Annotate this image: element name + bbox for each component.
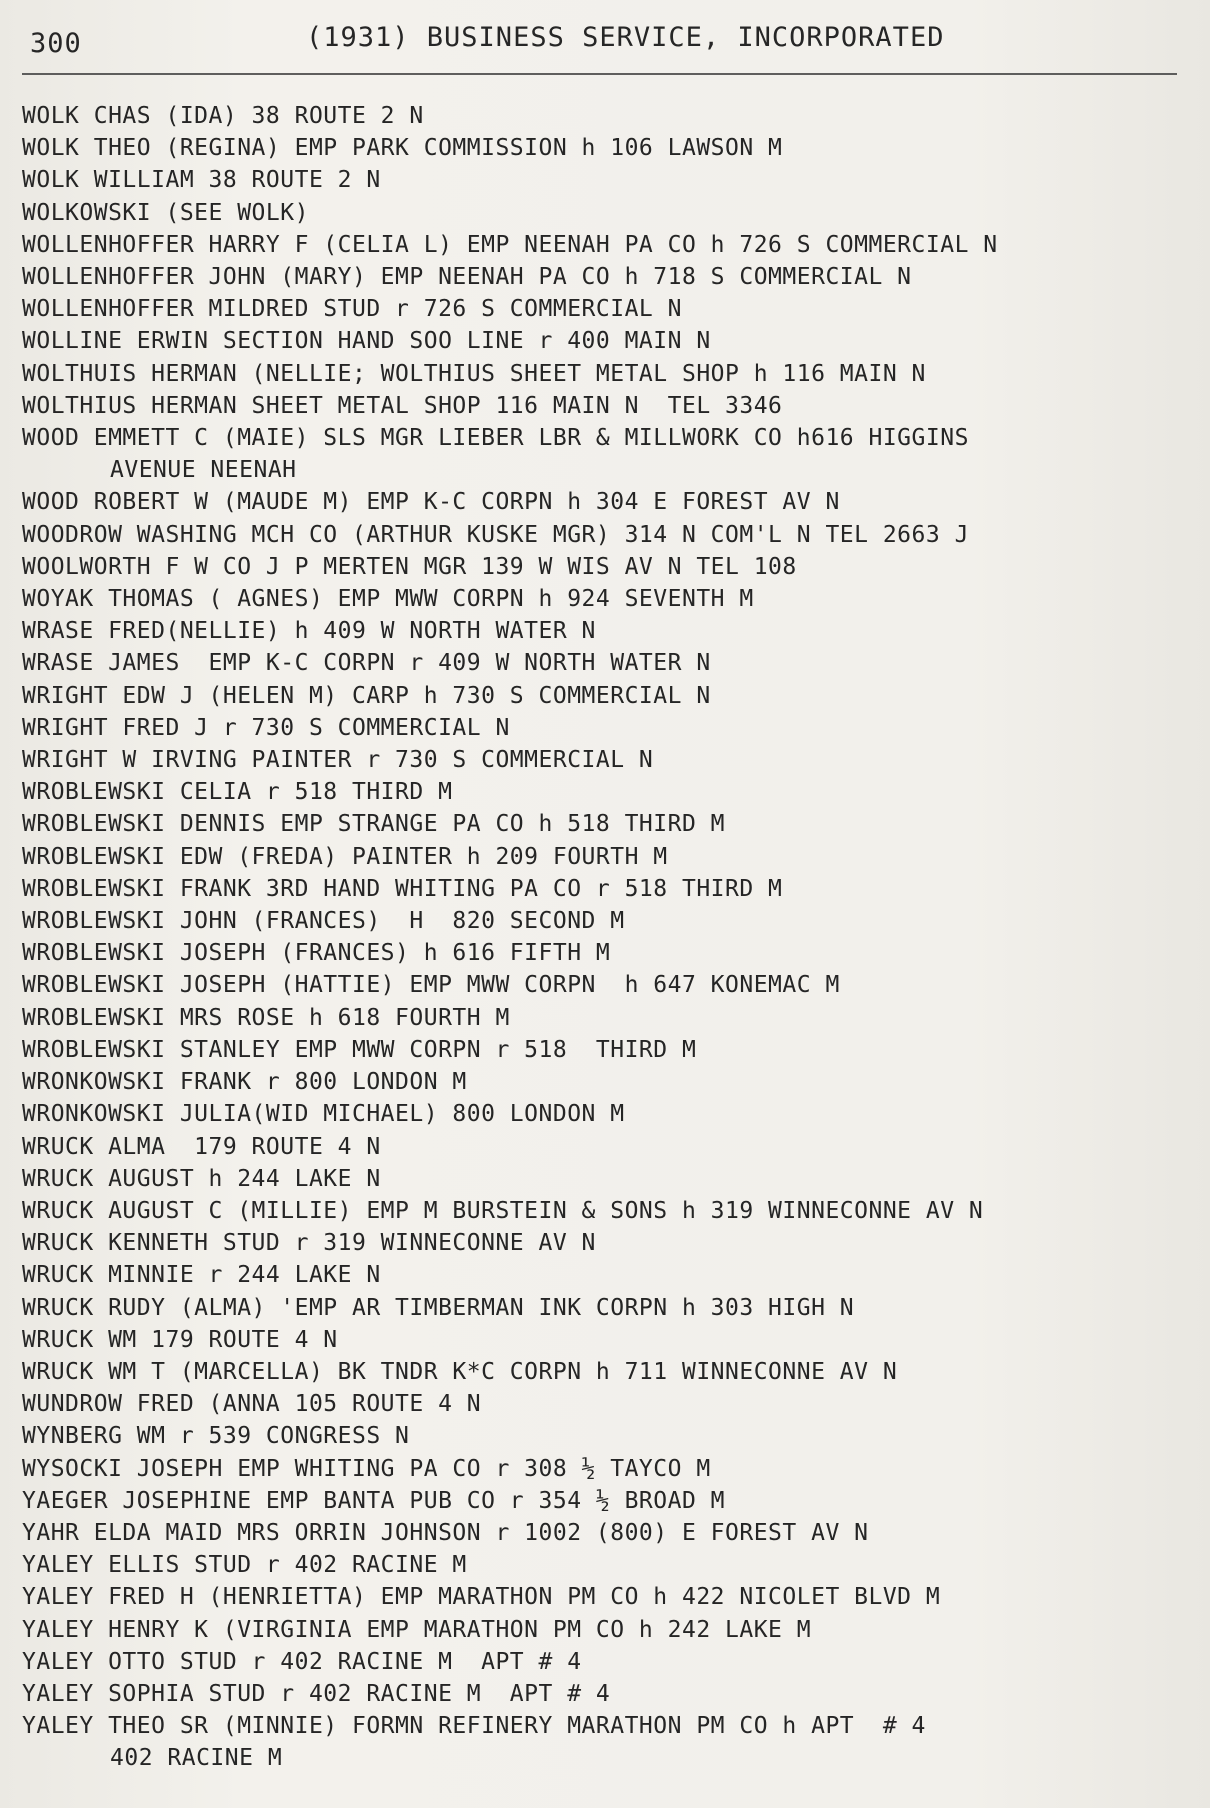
directory-entry: WOLK WILLIAM 38 ROUTE 2 N bbox=[22, 167, 381, 194]
directory-entry: WROBLEWSKI FRANK 3RD HAND WHITING PA CO r 518 THIRD M bbox=[22, 875, 783, 902]
directory-entry-continuation: AVENUE NEENAH bbox=[110, 457, 297, 484]
directory-entry: WROBLEWSKI JOSEPH (HATTIE) EMP MWW CORPN h 647 KONEMAC M bbox=[22, 972, 840, 999]
directory-entry: WRASE FRED(NELLIE) h 409 W NORTH WATER N bbox=[22, 618, 596, 645]
directory-entry: WRUCK WM T (MARCELLA) BK TNDR K*C CORPN h 711 WINNECONNE AV N bbox=[22, 1358, 898, 1385]
directory-entry: WOOLWORTH F W CO J P MERTEN MGR 139 W WIS AV N TEL 108 bbox=[22, 553, 797, 580]
directory-entry: WOLLENHOFFER JOHN (MARY) EMP NEENAH PA CO h 718 S COMMERCIAL N bbox=[22, 264, 912, 291]
directory-entry: WOODROW WASHING MCH CO (ARTHUR KUSKE MGR) 314 N COM'L N TEL 2663 J bbox=[22, 521, 969, 548]
header-rule bbox=[22, 73, 1177, 75]
directory-entry: WRIGHT FRED J r 730 S COMMERCIAL N bbox=[22, 714, 510, 741]
directory-entry: WOLKOWSKI (SEE WOLK) bbox=[22, 199, 309, 226]
directory-entry: WRIGHT EDW J (HELEN M) CARP h 730 S COMMERCIAL N bbox=[22, 682, 711, 709]
directory-entry: WROBLEWSKI JOSEPH (FRANCES) h 616 FIFTH M bbox=[22, 940, 611, 967]
directory-entry: YAEGER JOSEPHINE EMP BANTA PUB CO r 354 ½ BROAD M bbox=[22, 1487, 726, 1514]
directory-entry: WRIGHT W IRVING PAINTER r 730 S COMMERCIAL N bbox=[22, 747, 654, 774]
directory-entry: WROBLEWSKI MRS ROSE h 618 FOURTH M bbox=[22, 1004, 510, 1031]
directory-entry: YALEY THEO SR (MINNIE) FORMN REFINERY MARATHON PM CO h APT # 4 bbox=[22, 1713, 926, 1740]
directory-entry: WRUCK AUGUST C (MILLIE) EMP M BURSTEIN & SONS h 319 WINNECONNE AV N bbox=[22, 1197, 984, 1224]
running-title: (1931) BUSINESS SERVICE, INCORPORATED bbox=[306, 22, 945, 53]
directory-entry: WROBLEWSKI DENNIS EMP STRANGE PA CO h 518 THIRD M bbox=[22, 811, 726, 838]
directory-entry: WOLK CHAS (IDA) 38 ROUTE 2 N bbox=[22, 103, 424, 129]
directory-entry: WRUCK KENNETH STUD r 319 WINNECONNE AV N bbox=[22, 1230, 596, 1257]
directory-entry: YALEY SOPHIA STUD r 402 RACINE M APT # 4 bbox=[22, 1680, 611, 1707]
directory-entry: YALEY HENRY K (VIRGINIA EMP MARATHON PM CO h 242 LAKE M bbox=[22, 1616, 812, 1643]
directory-entry: WRUCK AUGUST h 244 LAKE N bbox=[22, 1165, 381, 1192]
directory-entry: WOLTHUIS HERMAN (NELLIE; WOLTHIUS SHEET METAL SHOP h 116 MAIN N bbox=[22, 360, 926, 387]
directory-entries bbox=[22, 100, 1200, 1775]
directory-entry: YALEY OTTO STUD r 402 RACINE M APT # 4 bbox=[22, 1648, 582, 1675]
directory-entry: WYNBERG WM r 539 CONGRESS N bbox=[22, 1423, 410, 1450]
directory-entry: YALEY FRED H (HENRIETTA) EMP MARATHON PM CO h 422 NICOLET BLVD M bbox=[22, 1584, 941, 1611]
directory-entry: WRUCK WM 179 ROUTE 4 N bbox=[22, 1326, 338, 1353]
directory-entry: WRUCK RUDY (ALMA) 'EMP AR TIMBERMAN INK CORPN h 303 HIGH N bbox=[22, 1294, 855, 1321]
directory-entry: WROBLEWSKI STANLEY EMP MWW CORPN r 518 THIRD M bbox=[22, 1036, 697, 1063]
directory-entry: WRONKOWSKI JULIA(WID MICHAEL) 800 LONDON M bbox=[22, 1101, 625, 1128]
directory-entry: WOOD ROBERT W (MAUDE M) EMP K-C CORPN h 304 E FOREST AV N bbox=[22, 489, 840, 516]
directory-entry: WROBLEWSKI CELIA r 518 THIRD M bbox=[22, 779, 453, 806]
directory-entry: YAHR ELDA MAID MRS ORRIN JOHNSON r 1002 (800) E FOREST AV N bbox=[22, 1519, 869, 1546]
directory-entry: WYSOCKI JOSEPH EMP WHITING PA CO r 308 ½ TAYCO M bbox=[22, 1455, 711, 1482]
directory-entry-continuation: 402 RACINE M bbox=[110, 1745, 283, 1772]
directory-entry: YALEY ELLIS STUD r 402 RACINE M bbox=[22, 1552, 467, 1579]
directory-entry: WRONKOWSKI FRANK r 800 LONDON M bbox=[22, 1069, 467, 1096]
directory-entry: WRUCK MINNIE r 244 LAKE N bbox=[22, 1262, 381, 1289]
directory-entry: WRASE JAMES EMP K-C CORPN r 409 W NORTH WATER N bbox=[22, 650, 711, 677]
directory-entry: WROBLEWSKI EDW (FREDA) PAINTER h 209 FOURTH M bbox=[22, 843, 668, 870]
directory-entry: WOLLINE ERWIN SECTION HAND SOO LINE r 400 MAIN N bbox=[22, 328, 711, 355]
directory-entry: WOOD EMMETT C (MAIE) SLS MGR LIEBER LBR & MILLWORK CO h616 HIGGINS bbox=[22, 425, 969, 452]
page-number: 300 bbox=[30, 28, 82, 59]
directory-entry: WOLTHIUS HERMAN SHEET METAL SHOP 116 MAIN N TEL 3346 bbox=[22, 392, 783, 419]
directory-entry: WROBLEWSKI JOHN (FRANCES) H 820 SECOND M bbox=[22, 908, 625, 935]
page-header bbox=[30, 22, 1180, 62]
directory-entry: WOLK THEO (REGINA) EMP PARK COMMISSION h 106 LAWSON M bbox=[22, 135, 783, 162]
directory-entry: WRUCK ALMA 179 ROUTE 4 N bbox=[22, 1133, 381, 1160]
directory-entry: WOLLENHOFFER MILDRED STUD r 726 S COMMERCIAL N bbox=[22, 296, 682, 323]
directory-entry: WOYAK THOMAS ( AGNES) EMP MWW CORPN h 924 SEVENTH M bbox=[22, 586, 754, 613]
directory-entry: WUNDROW FRED (ANNA 105 ROUTE 4 N bbox=[22, 1391, 482, 1418]
directory-entry: WOLLENHOFFER HARRY F (CELIA L) EMP NEENAH PA CO h 726 S COMMERCIAL N bbox=[22, 231, 998, 258]
